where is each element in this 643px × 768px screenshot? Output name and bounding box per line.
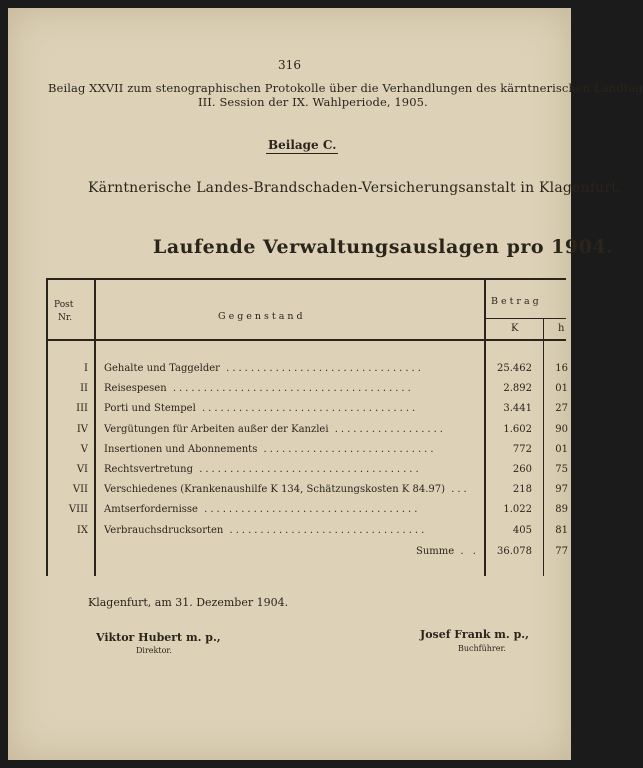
row-amount-h: 97 [555,484,568,496]
row-subject-text: Verschiedenes (Krankenaushilfe K 134, Schätzungskosten K 84.97) [104,484,446,496]
row-amount-k: 1.022 [503,504,532,516]
document-title: Laufende Verwaltungsauslagen pro 1904. [153,236,614,258]
leader-dots: .................................... [193,464,422,475]
leader-dots: ....................................... [166,383,414,395]
row-number: VI [76,464,88,475]
row-subject-text: Verbrauchsdrucksorten [104,524,224,536]
row-amount-h: 01 [555,443,568,455]
col-k-header: K [511,323,519,334]
row-amount-h: 75 [555,464,568,475]
row-subject-text: Insertionen und Abonnements [104,443,258,455]
col-amount-header: Betrag [491,296,542,307]
row-amount-h: 89 [555,504,568,516]
sum-h: 77 [555,546,568,557]
signature-right-name: Josef Frank m. p., [420,628,529,641]
row-subject-text: Porti und Stempel [104,403,196,415]
beilage-label: Beilage C. [268,138,337,152]
row-subject [104,484,470,495]
page-number: 316 [278,58,301,72]
row-amount-k: 218 [512,484,532,496]
row-number: IX [76,524,88,536]
col-h-header: h [558,323,565,334]
row-amount-k: 260 [512,464,532,475]
col-nr-header: Nr. [58,313,73,323]
institution-name: Kärntnerische Landes-Brandschaden-Versicherungsanstalt in Klagenfurt. [88,180,622,196]
row-amount-h: 81 [555,524,568,536]
row-amount-h: 16 [555,363,568,374]
row-amount-k: 2.892 [503,383,532,395]
document-page [8,8,643,760]
row-number: VIII [68,504,88,516]
row-subject [104,525,427,536]
leader-dots: ................................ [223,524,428,536]
header-line-1: Beilag XXVII zum stenographischen Protokolle über die Verhandlungen des kärntnerischen Landtag [48,81,643,95]
row-number: VII [72,484,88,496]
leader-dots: ................................... [195,403,419,415]
row-subject [104,424,446,435]
leader-dots: ............................ [257,443,437,455]
row-subject-text: Vergütungen für Arbeiten außer der Kanzlei [104,423,329,435]
leader-dots: ... [445,484,470,496]
leader-dots: ................................... [197,504,421,516]
row-subject [104,363,424,374]
row-number: IV [76,423,88,435]
col-post-header: Post [54,300,74,310]
row-amount-k: 3.441 [503,403,532,415]
leader-dots: ................................ [219,363,424,374]
row-subject [104,504,420,515]
row-amount-k: 25.462 [497,363,532,374]
row-subject [104,464,422,475]
row-subject-text: Rechtsvertretung [104,464,194,475]
row-amount-k: 405 [512,524,532,536]
row-number: III [76,403,88,415]
header-line-2: III. Session der IX. Wahlperiode, 1905. [198,95,428,109]
leader-dots: .................. [328,423,446,435]
row-amount-h: 01 [555,383,568,395]
row-number: V [80,443,88,455]
place-date: Klagenfurt, am 31. Dezember 1904. [88,596,289,609]
row-subject [104,444,437,455]
row-amount-h: 90 [555,423,568,435]
row-number: I [84,363,88,374]
row-subject-text: Amtserfordernisse [104,504,198,516]
signature-left-role: Direktor. [136,646,172,655]
sum-label: Summe . . [416,546,479,557]
expense-table [46,278,566,576]
row-subject-text: Reisespesen [104,383,167,395]
signature-left-name: Viktor Hubert m. p., [96,631,221,644]
col-subject-header: Gegenstand [218,311,306,322]
row-number: II [80,383,88,395]
row-subject [104,403,418,414]
row-amount-h: 27 [555,403,568,415]
row-amount-k: 1.602 [503,423,532,435]
row-subject-text: Gehalte und Taggelder [104,363,220,374]
row-amount-k: 772 [512,443,532,455]
sum-k: 36.078 [497,546,532,557]
row-subject [104,383,414,394]
signature-right-role: Buchführer. [458,644,506,653]
